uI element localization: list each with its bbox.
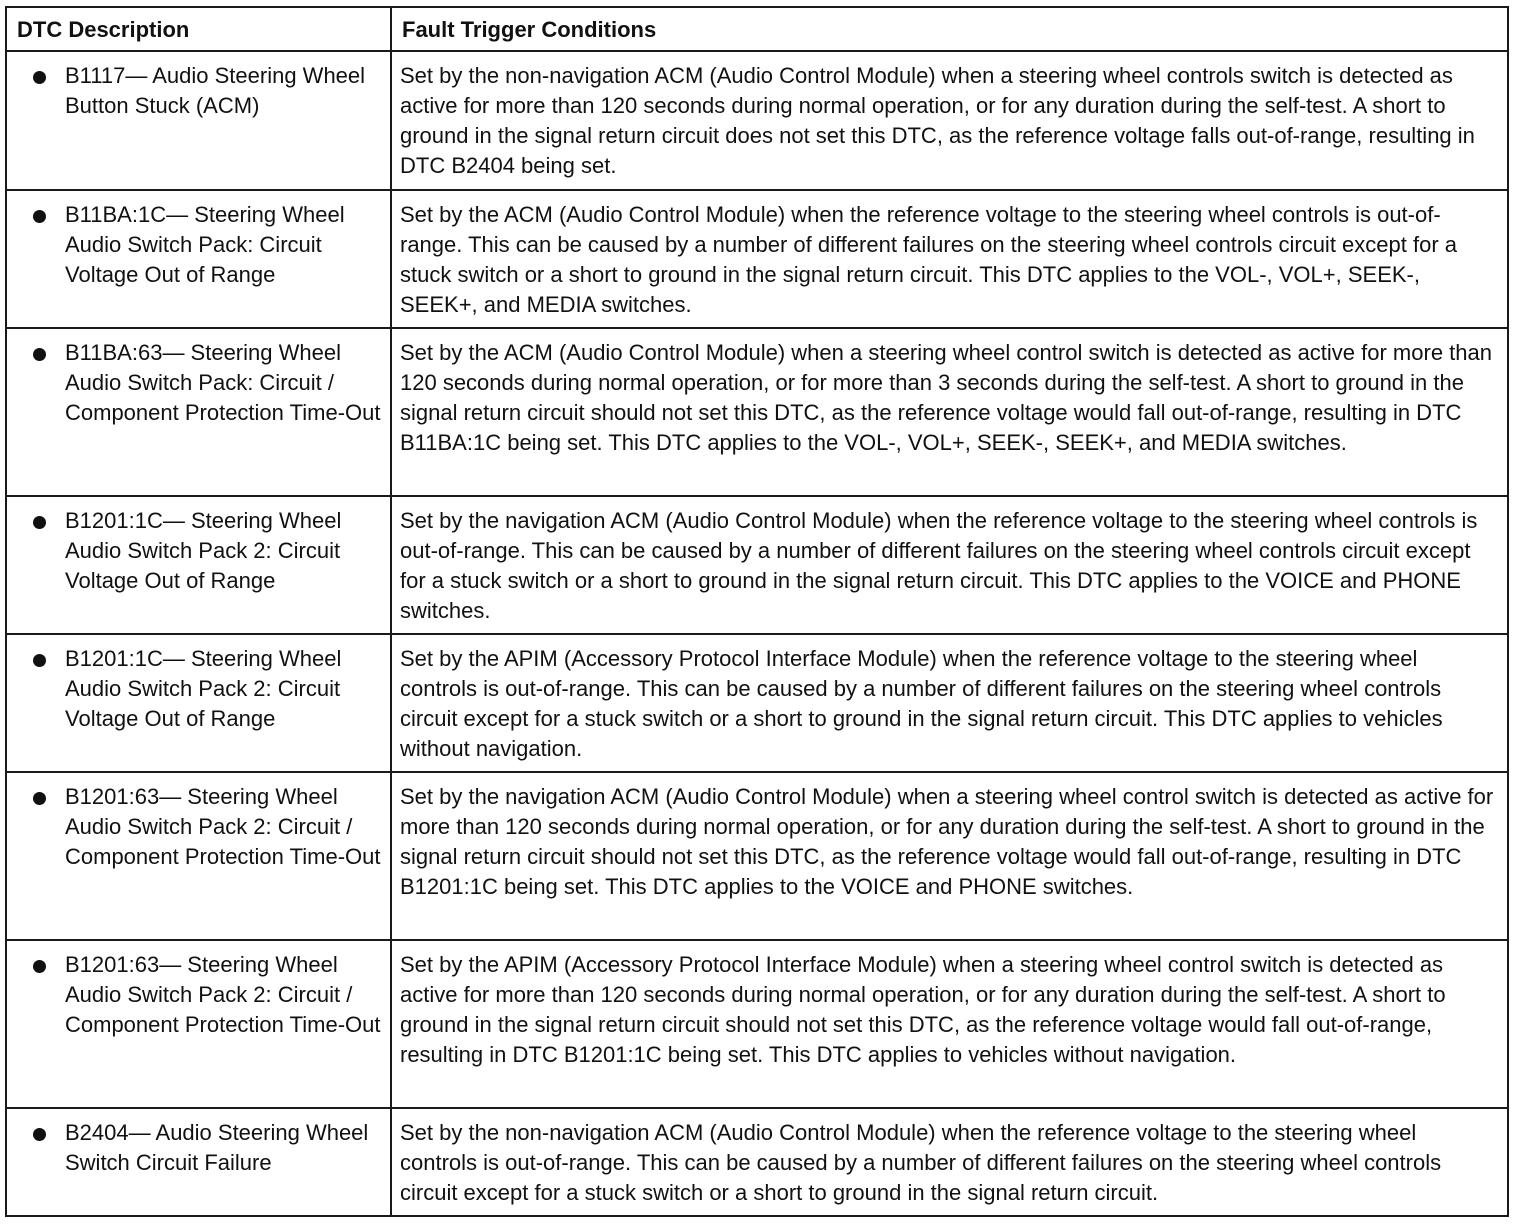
dtc-description-cell [6, 496, 391, 634]
dtc-description-cell [6, 940, 391, 1108]
dtc-description-cell [6, 1108, 391, 1216]
bullet-icon [33, 348, 46, 361]
bullet-icon [33, 792, 46, 805]
fault-trigger-conditions: Set by the non-navigation ACM (Audio Control Module) when the reference voltage to the steering wheel controls is out-of-range. This can be caused by a number of different failures on the steering wheel controls circuit except for a stuck switch or a short to ground in the signal return circuit. [391, 1108, 1508, 1216]
table-row [6, 772, 1508, 940]
dtc-table [5, 6, 1509, 1217]
fault-trigger-conditions: Set by the ACM (Audio Control Module) when the reference voltage to the steering wheel controls is out-of-range. This can be caused by a number of different failures on the steering wheel controls circuit except for a stuck switch or a short to ground in the signal return circuit. This DTC applies to the VOL-, VOL+, SEEK-, SEEK+, and MEDIA switches. [391, 190, 1508, 328]
table-row [6, 940, 1508, 1108]
bullet-icon [33, 71, 46, 84]
header-dtc-description: DTC Description [6, 7, 391, 51]
bullet-icon [33, 516, 46, 529]
fault-trigger-conditions: Set by the APIM (Accessory Protocol Interface Module) when the reference voltage to the steering wheel controls is out-of-range. This can be caused by a number of different failures on the steering wheel controls circuit except for a stuck switch or a short to ground in the signal return circuit. This DTC applies to vehicles without navigation. [391, 634, 1508, 772]
fault-trigger-conditions: Set by the navigation ACM (Audio Control Module) when the reference voltage to the steering wheel controls is out-of-range. This can be caused by a number of different failures on the steering wheel controls circuit except for a stuck switch or a short to ground in the signal return circuit. This DTC applies to the VOICE and PHONE switches. [391, 496, 1508, 634]
dtc-description-cell [6, 51, 391, 190]
bullet-icon [33, 654, 46, 667]
dtc-description: B1201:63— Steering Wheel Audio Switch Pack 2: Circuit / Component Protection Time-Out [65, 784, 381, 869]
fault-trigger-conditions: Set by the navigation ACM (Audio Control Module) when a steering wheel control switch is detected as active for more than 120 seconds during normal operation, or for any duration during the self-test. A short to ground in the signal return circuit should not set this DTC, as the reference voltage would fall out-of-range, resulting in DTC B1201:1C being set. This DTC applies to the VOICE and PHONE switches. [391, 772, 1508, 940]
dtc-description-cell [6, 634, 391, 772]
fault-trigger-conditions: Set by the ACM (Audio Control Module) when a steering wheel control switch is detected as active for more than 120 seconds during normal operation, or for more than 3 seconds during the self-test. A short to ground in the signal return circuit should not set this DTC, as the reference voltage would fall out-of-range, resulting in DTC B11BA:1C being set. This DTC applies to the VOL-, VOL+, SEEK-, SEEK+, and MEDIA switches. [391, 328, 1508, 496]
dtc-description: B1201:1C— Steering Wheel Audio Switch Pack 2: Circuit Voltage Out of Range [65, 508, 342, 593]
dtc-description: B1117— Audio Steering Wheel Button Stuck (ACM) [65, 63, 366, 118]
dtc-description: B1201:1C— Steering Wheel Audio Switch Pack 2: Circuit Voltage Out of Range [65, 646, 342, 731]
table-row [6, 190, 1508, 328]
table-row [6, 1108, 1508, 1216]
bullet-icon [33, 960, 46, 973]
dtc-description: B11BA:1C— Steering Wheel Audio Switch Pack: Circuit Voltage Out of Range [65, 202, 345, 287]
table-row [6, 328, 1508, 496]
bullet-icon [33, 210, 46, 223]
dtc-description-cell [6, 328, 391, 496]
fault-trigger-conditions: Set by the non-navigation ACM (Audio Control Module) when a steering wheel controls switch is detected as active for more than 120 seconds during normal operation, or for any duration during the self-test. A short to ground in the signal return circuit does not set this DTC, as the reference voltage falls out-of-range, resulting in DTC B2404 being set. [391, 51, 1508, 190]
table-header-row [6, 7, 1508, 51]
table-row [6, 634, 1508, 772]
bullet-icon [33, 1128, 46, 1141]
table-row [6, 496, 1508, 634]
dtc-description: B1201:63— Steering Wheel Audio Switch Pack 2: Circuit / Component Protection Time-Out [65, 952, 381, 1037]
dtc-description: B2404— Audio Steering Wheel Switch Circuit Failure [65, 1120, 369, 1175]
dtc-description: B11BA:63— Steering Wheel Audio Switch Pack: Circuit / Component Protection Time-Out [65, 340, 381, 425]
header-fault-trigger-conditions: Fault Trigger Conditions [391, 7, 1508, 51]
dtc-description-cell [6, 190, 391, 328]
fault-trigger-conditions: Set by the APIM (Accessory Protocol Interface Module) when a steering wheel control switch is detected as active for more than 120 seconds during normal operation, or for any duration during the self-test. A short to ground in the signal return circuit should not set this DTC, as the reference voltage would fall out-of-range, resulting in DTC B1201:1C being set. This DTC applies to vehicles without navigation. [391, 940, 1508, 1108]
table-row [6, 51, 1508, 190]
dtc-description-cell [6, 772, 391, 940]
